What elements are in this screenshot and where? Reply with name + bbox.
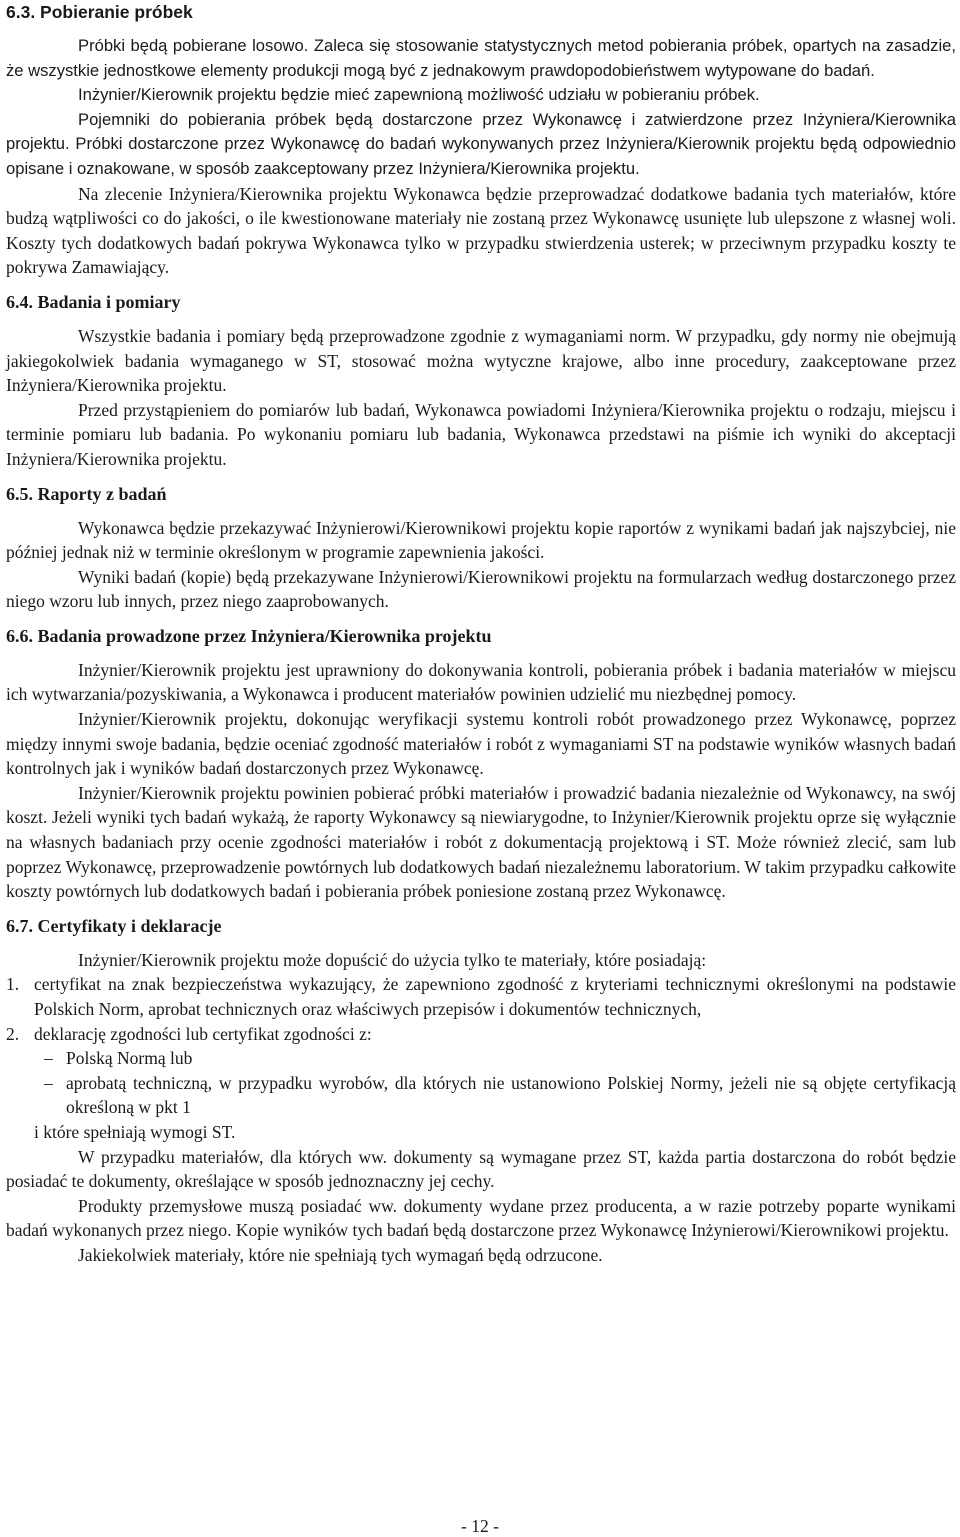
list-item xyxy=(6,1022,956,1047)
section-6-6 xyxy=(6,624,956,904)
paragraph: Inżynier/Kierownik projektu powinien pobierać próbki materiałów i prowadzić badania niezależnie od Wykonawcy, na swój koszt. Jeżeli wyniki tych badań wykażą, że raporty Wykonawcy są niewiarygodne, to Inżynier/Kierownik projektu oprze się wyłącznie na własnych badaniach przy ocenie zgodności materiałów i robót z dokumentacją projektową i ST. Może również zlecić, sam lub poprzez Wykonawcę, przeprowadzenie powtórnych lub dodatkowych badań niezależnemu laboratorium. W takim przypadku całkowite koszty powtórnych lub dodatkowych badań i pobierania próbek poniesione zostaną przez Wykonawcę. xyxy=(6,782,956,902)
section-6-7 xyxy=(6,914,956,1268)
list-item xyxy=(6,1046,956,1071)
paragraph: Przed przystąpieniem do pomiarów lub badań, Wykonawca powiadomi Inżyniera/Kierownika projektu o rodzaju, miejscu i terminie pomiaru lub badania. Po wykonaniu pomiaru lub badania, Wykonawca przedstawi na piśmie ich wyniki do akceptacji Inżyniera/Kierownika projektu. xyxy=(6,399,956,469)
section-title: 6.7. Certyfikaty i deklaracje xyxy=(6,915,222,936)
paragraph: Jakiekolwiek materiały, które nie spełniają tych wymagań będą odrzucone. xyxy=(78,1244,603,1265)
list-number: 2. xyxy=(6,1023,20,1044)
paragraph: Pojemniki do pobierania próbek będą dostarczone przez Wykonawcę i zatwierdzone przez Inżyniera/Kierownika projektu. Próbki dostarczone przez Wykonawcę do badań wykonywanych przez Inżyniera/Kierownik projektu będą odpowiednio opisane i oznakowane, w sposób zaakceptowany przez Inżyniera/Kierownika projektu. xyxy=(6,109,956,178)
section-title: 6.3. Pobieranie próbek xyxy=(6,2,193,22)
list-item xyxy=(6,1071,956,1120)
section-6-4 xyxy=(6,290,956,472)
paragraph: Inżynier/Kierownik projektu będzie mieć zapewnioną możliwość udziału w pobieraniu próbek. xyxy=(78,85,760,105)
list-number: 1. xyxy=(6,974,20,995)
paragraph: Próbki będą pobierane losowo. Zaleca się stosowanie statystycznych metod pobierania próbek, opartych na zasadzie, że wszystkie jednostkowe elementy produkcji mogą być z jednakowym prawdopodobieństwem wytypowane do badań. xyxy=(6,36,956,80)
section-title: 6.5. Raporty z badań xyxy=(6,483,167,504)
paragraph: W przypadku materiałów, dla których ww. dokumenty są wymagane przez ST, każda partia dostarczona do robót będzie posiadać te dokumenty, określające w sposób jednoznaczny jej cechy. xyxy=(6,1146,956,1192)
section-6-3 xyxy=(6,0,956,280)
numbered-list xyxy=(6,972,956,1046)
paragraph: Na zlecenie Inżyniera/Kierownika projektu Wykonawca będzie przeprowadzać dodatkowe badania tych materiałów, które budzą wątpliwości co do jakości, o ile kwestionowane materiały nie zostaną przez Wykonawcę usunięte lub ulepszone z własnej woli. Koszty tych dodatkowych badań pokrywa Wykonawca tylko w przypadku stwierdzenia usterek; w przeciwnym przypadku koszty te pokrywa Zamawiający. xyxy=(6,183,956,278)
paragraph: Inżynier/Kierownik projektu jest uprawniony do dokonywania kontroli, pobierania próbek i badania materiałów w miejscu ich wytwarzania/pozyskiwania, a Wykonawca i producent materiałów powinien udzielić mu niezbędnej pomocy. xyxy=(6,659,956,705)
paragraph: Inżynier/Kierownik projektu może dopuścić do użycia tylko te materiały, które posiadają: xyxy=(78,949,707,970)
section-title: 6.6. Badania prowadzone przez Inżyniera/Kierownika projektu xyxy=(6,625,492,646)
page-number: - 12 - xyxy=(461,1516,499,1536)
list-item-text: Polską Normą lub xyxy=(66,1048,193,1069)
dash-bullet: – xyxy=(44,1048,53,1069)
section-6-5 xyxy=(6,482,956,614)
dash-bullet: – xyxy=(44,1072,53,1093)
paragraph: Inżynier/Kierownik projektu, dokonując weryfikacji systemu kontroli robót prowadzonego przez Wykonawcę, poprzez między innymi swoje badania, będzie oceniać zgodność materiałów i robót z wymaganiami ST na podstawie wyników własnych badań kontrolnych jak i wyników badań dostarczonych przez Wykonawcę. xyxy=(6,709,956,779)
section-title: 6.4. Badania i pomiary xyxy=(6,291,181,312)
list-item-text: certyfikat na znak bezpieczeństwa wykazujący, że zapewniono zgodność z kryteriami technicznymi określonymi na podstawie Polskich Norm, aprobat technicznych oraz właściwych przepisów i dokumentów technicznych, xyxy=(34,974,956,1019)
paragraph: Produkty przemysłowe muszą posiadać ww. dokumenty wydane przez producenta, a w razie potrzeby poparte wynikami badań wykonanych przez niego. Kopie wyników tych badań będą dostarczone przez Wykonawcę Inżynierowi/Kierownikowi projektu. xyxy=(6,1195,956,1241)
list-item-text: deklarację zgodności lub certyfikat zgodności z: xyxy=(34,1023,372,1044)
paragraph: Wykonawca będzie przekazywać Inżynierowi/Kierownikowi projektu kopie raportów z wynikami badań jak najszybciej, nie później jednak niż w terminie określonym w programie zapewnienia jakości. xyxy=(6,517,956,563)
paragraph: Wszystkie badania i pomiary będą przeprowadzone zgodnie z wymaganiami norm. W przypadku, gdy normy nie obejmują jakiegokolwiek badania wymaganego w ST, stosować można wytyczne krajowe, albo inne procedury, zaakceptowane przez Inżyniera/Kierownika projektu. xyxy=(6,325,956,396)
document-page xyxy=(6,0,956,1268)
list-closing-text: i które spełniają wymogi ST. xyxy=(34,1121,236,1142)
dash-list xyxy=(6,1046,956,1120)
list-item xyxy=(6,972,956,1021)
paragraph: Wyniki badań (kopie) będą przekazywane Inżynierowi/Kierownikowi projektu na formularzach według dostarczonego przez niego wzoru lub innych, przez niego zaaprobowanych. xyxy=(6,566,956,612)
list-item-text: aprobatą techniczną, w przypadku wyrobów, dla których nie ustanowiono Polskiej Normy, jeżeli nie są objęte certyfikacją określoną w pkt 1 xyxy=(66,1072,956,1118)
